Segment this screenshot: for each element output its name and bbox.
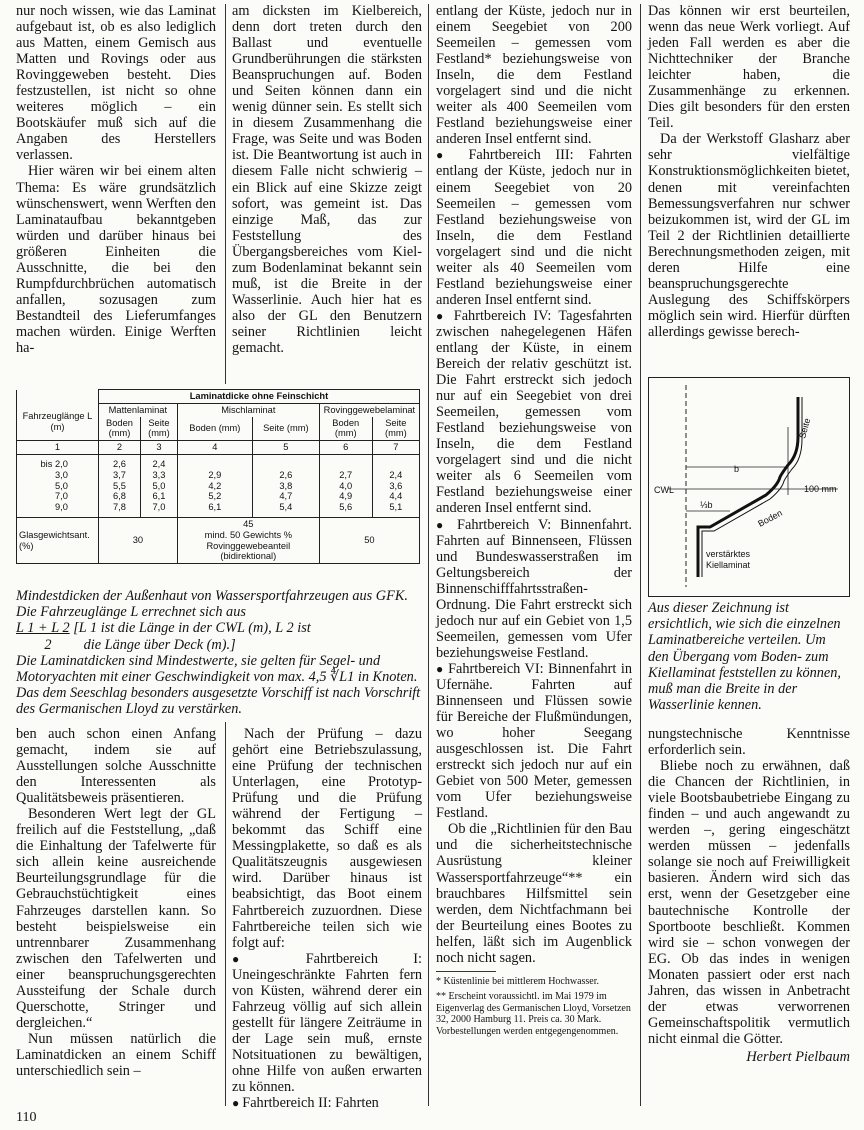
table-cell: 7,0	[152, 502, 166, 513]
table-cell: 6,1	[208, 502, 222, 513]
group-header: Mischlaminat	[177, 403, 319, 416]
paragraph: Bliebe noch zu erwähnen, daß die Chancen der Richtlinien, in viele Bootsbaubetriebe Eingang zu finden – und auch angewandt zu werden –, gering eingeschätzt werden müssen – jedenfalls solange sie noch auf Freiwilligkeit basieren. Ändern wird sich das erst, wenn der Gesetzgeber eine bautechnische Kontrolle der Sportboote beschließt. Kommen wird sie – schon vonwegen der EG. Ob das indes in wenigen Monaten passiert oder erst nach Jahren, das wissen in Anbetracht der etwas verworrenen Gemeinschaftspolitik vermutlich nicht einmal die Götter.	[648, 758, 850, 1047]
paragraph: ben auch schon einen Anfang gemacht, indem sie auf Ausstellungen solche Ausschnitte den Interessenten als Qualitätsbeweis präsentieren.	[16, 726, 216, 807]
table-cell: 5,6	[339, 502, 353, 513]
table-cell: 5,0	[54, 480, 68, 491]
paragraph: Ob die „Richtlinien für den Bau und die sicherheitstechnische Ausrüstung kleiner Wassersportfahrzeuge“** ein brauchbares Hilfsmittel sein werden, dem Nichtfachmann bei der Beurteilung eines Bootes zu helfen, läßt sich im Augenblick noch nicht sagen.	[436, 821, 632, 966]
paragraph: Da der Werkstoff Glasharz aber sehr vielfältige Konstruktionsmöglichkeiten bietet, denen mit vereinfachten Bemessungsverfahren nur schwer beizukommen ist, wird der GL im Teil 2 der Richtlinien detaillierte Berechnungsmethoden zeigen, mit deren Hilfe eine beanspruchungsgerechte Auslegung des Schiffskörpers möglich sein wird. Hierfür dürften allerdings gewisse berech-	[648, 131, 850, 340]
paragraph: nur noch wissen, wie das Laminat aufgebaut ist, ob es also lediglich aus Matten, einem Gemisch aus Matten und Rovings oder aus Rovinggeweben besteht. Dies festzustellen, ist nicht so ohne weiteres möglich – ein Bootskäufer muß sich auf die Angaben des Herstellers verlassen.	[16, 3, 216, 164]
table-cell: 5,5	[113, 480, 126, 491]
column-number: 4	[177, 441, 252, 455]
sub-header: Boden (mm)	[98, 417, 140, 441]
table-title: Laminatdicke ohne Feinschicht	[98, 390, 419, 404]
label-b: b	[734, 464, 740, 474]
paragraph: Besonderen Wert legt der GL freilich auf die Feststellung, „daß die Einhaltung der Tafelwerte für sich allein keine ausreichende Beurteilungsgrundlage für die Gebrauchstüchtigkeit eines Fahrzeuges darstellen kann. So besteht beispielsweise ein untrennbarer Zusammenhang zwischen den Tafelwerten und einer beanspruchungsgerechten Aussteifung der Schale durch Querschotte, Stringer und dergleichen.“	[16, 806, 216, 1031]
value-column	[141, 454, 178, 517]
sub-header: Boden (mm)	[177, 417, 252, 441]
page-number: 110	[16, 1110, 37, 1125]
formula-text: die Länge über Deck (m).]	[83, 636, 236, 653]
glass-content-mat: 30	[98, 517, 177, 563]
table-cell: 4,4	[389, 491, 403, 502]
table-cell: 4,7	[279, 491, 293, 502]
table-caption	[16, 588, 422, 718]
label-kiel-1: verstärktes	[706, 549, 751, 559]
column-number: 6	[319, 441, 372, 455]
table-cell: 4,0	[339, 480, 353, 491]
sub-header: Seite (mm)	[372, 417, 419, 441]
sub-header: Seite (mm)	[141, 417, 178, 441]
sub-header: Seite (mm)	[252, 417, 319, 441]
paragraph: Das können wir erst beurteilen, wenn das neue Werk vorliegt. Auf jeden Fall werden es aber die Nichttechniker der Branche leichter haben, die Zusammenhänge zu erkennen. Dies gilt besonders für den ersten Teil.	[648, 3, 850, 132]
fahrtbereich-item: ● Fahrtbereich I: Uneingeschränkte Fahrten fern von Küsten, während derer ein Fahrzeug völlig auf sich allein gestellt für längere Zeiträume in der Lage sein muß, ernste Notsituationen zu bewältigen, ohne Hilfe von außen erwarten zu können.	[232, 951, 422, 1095]
glass-content-label: Glasgewichtsant. (%)	[17, 517, 99, 563]
fahrtbereich-item: ● Fahrtbereich IV: Tagesfahrten zwischen nahegelegenen Häfen entlang der Küste, in einem Bereich der relativ geschützt ist. Die Fahrt erstreckt sich jedoch nur auf ein Seegebiet von drei Seemeilen, gemessen vom Festland beziehungsweise von Inseln, die dem Festland vorgelagert sind und die nicht weiter als 6 Seemeilen vom Festland beziehungsweise einer anderen Insel entfernt sind.	[436, 308, 632, 517]
length-values	[17, 454, 99, 517]
table-cell: 6,8	[113, 491, 126, 502]
value-column	[252, 454, 319, 517]
text-column-4-bottom	[648, 726, 850, 1065]
author-signature: Herbert Pielbaum	[746, 1048, 850, 1065]
label-boden: Boden	[756, 507, 784, 529]
glass-content-mix-note: mind. 50 Gewichts % Rovinggewebeanteil (bidirektional)	[204, 529, 292, 562]
fahrtbereich-item: ● Fahrtbereich III: Fahrten entlang der Küste, jedoch nur in einem Seegebiet von 20 Seemeilen – gemessen vom Festland beziehungsweise von Inseln, die dem Festland vorgelagert sind und die nicht weiter als 40 Seemeilen vom Festland beziehungsweise einer anderen Insel entfernt sind.	[436, 147, 632, 307]
table-cell: 4,2	[208, 480, 222, 491]
table-cell: 2,9	[208, 469, 222, 480]
formula-text: [L 1 ist die Länge in der CWL (m), L 2 ist	[73, 620, 311, 637]
value-column	[372, 454, 419, 517]
text-column-1-top	[16, 3, 216, 356]
table-cell: 6,1	[152, 491, 166, 502]
table-cell: 7,0	[54, 491, 68, 502]
column-number: 2	[98, 441, 140, 455]
table-caption-formula	[16, 620, 422, 636]
paragraph: entlang der Küste, jedoch nur in einem Seegebiet von 200 Seemeilen – gemessen vom Festland* beziehungsweise von Inseln, die dem Festland vorgelagert sind und die nicht weiter als 400 Seemeilen vom Festland beziehungsweise einer anderen Insel entfernt sind.	[436, 3, 632, 148]
value-column	[177, 454, 252, 517]
fahrtbereich-item: ● Fahrtbereich VI: Binnenfahrt in Ufernähe. Fahrten auf Binnenseen und Flüssen sowie für Bereiche der Flußmündungen, wo hoher Seegang ausgeschlossen ist. Die Fahrt erstreckt sich jedoch nur auf ein Gebiet von 500 Meter, gemessen vom Ufer beziehungsweise Festland.	[436, 661, 632, 821]
footnote: ** Erscheint voraussichtl. im Mai 1979 im Eigenverlag des Germanischen Lloyd, Vorsetzen 32, 2000 Hamburg 11. Preis ca. 30 Mark. Vorbestellungen werden entgegengenommen.	[436, 991, 631, 1037]
column-number: 1	[17, 441, 99, 455]
formula-denominator: 2	[44, 636, 52, 653]
table-cell: 9,0	[54, 502, 68, 513]
label-seite: Seite	[797, 417, 813, 440]
table-corner	[17, 390, 99, 404]
sub-header: Boden (mm)	[319, 417, 372, 441]
label-cwl: CWL	[654, 485, 674, 495]
glass-content-mix-value: 45	[243, 518, 254, 529]
table-cell: 5,4	[279, 502, 293, 513]
hull-diagram	[648, 377, 850, 597]
table-cell: 5,2	[208, 491, 222, 502]
table-cell: 4,9	[339, 491, 353, 502]
table-cell	[375, 459, 417, 470]
table-cell: 3,0	[54, 469, 68, 480]
table-cell	[322, 459, 370, 470]
paragraph: Nun müssen natürlich die Laminatdicken an einem Schiff unterschiedlich sein –	[16, 1030, 216, 1079]
footnote-separator	[436, 971, 496, 972]
group-header: Rovinggewebelaminat	[319, 403, 419, 416]
footnote: * Küstenlinie bei mittlerem Hochwasser.	[436, 975, 600, 987]
laminate-thickness-table	[16, 389, 420, 564]
paragraph: Hier wären wir bei einem alten Thema: Es wäre grundsätzlich wünschenswert, wenn Werften den Laminataufbau bekanntgeben würden und darüber hinaus bei größeren Einheiten die Ausschnitte, die bei den Rumpfdurchbrüchen automatisch anfallen, sozusagen zum Bestandteil des Lieferumfanges machen würden. Einige Werften ha-	[16, 163, 216, 356]
table-cell: 3,3	[152, 469, 166, 480]
table-caption-line: Mindestdicken der Außenhaut von Wassersportfahrzeugen aus GFK. Die Fahrzeuglänge L errechnet sich aus	[16, 588, 408, 621]
text-column-1-bottom	[16, 726, 216, 1079]
label-third-b: ⅓b	[700, 500, 713, 510]
text-column-2-top	[232, 3, 422, 356]
table-cell: 3,6	[389, 480, 403, 491]
glass-content-roving: 50	[319, 517, 419, 563]
hull-cross-section-figure	[648, 377, 850, 597]
column-number: 7	[372, 441, 419, 455]
paragraph: nungstechnische Kenntnisse erforderlich sein.	[648, 726, 850, 759]
column-rule	[428, 4, 429, 1106]
figure-caption-text: Aus dieser Zeichnung ist ersichtlich, wie sich die einzelnen Laminatbereiche verteilen. Um den Übergang vom Boden- zum Kiellaminat feststellen zu können, muß man die Breite in der Wasserlinie kennen.	[648, 600, 841, 714]
column-rule	[225, 4, 226, 384]
table-cell: bis 2,0	[40, 458, 68, 469]
value-column	[319, 454, 372, 517]
fahrtbereich-item: ● Fahrtbereich V: Binnenfahrt. Fahrten auf Binnenseen, Flüssen und Bundeswasserstraßen im Geltungsbereich der Binnenschifffahrtsstraßen-Ordnung. Die Fahrt erstreckt sich jedoch nur auf ein Gebiet von 1,5 Seemeilen, gemessen vom Ufer beziehungsweise Festland.	[436, 517, 632, 661]
table-cell: 3,8	[279, 480, 293, 491]
table-cell: 2,7	[339, 469, 353, 480]
group-header: Mattenlaminat	[98, 403, 177, 416]
formula-numerator: L 1 + L 2	[16, 620, 70, 637]
value-column	[98, 454, 140, 517]
table-cell: 2,6	[279, 469, 293, 480]
length-header: Fahrzeuglänge L (m)	[17, 403, 99, 440]
column-number: 5	[252, 441, 319, 455]
table-cell	[255, 459, 317, 470]
column-rule	[640, 4, 641, 1106]
text-column-2-bottom	[232, 726, 422, 1111]
fahrtbereich-item: ● Fahrtbereich II: Fahrten	[232, 1095, 422, 1111]
table-cell: 2,4	[152, 458, 166, 469]
table-cell: 2,6	[113, 458, 126, 469]
table-cell: 3,7	[113, 469, 126, 480]
glass-content-mix	[177, 517, 319, 563]
table-cell: 5,0	[152, 480, 166, 491]
label-kiel-2: Kiellaminat	[706, 560, 751, 570]
table-cell: 7,8	[113, 502, 126, 513]
paragraph: Nach der Prüfung – dazu gehört eine Betriebszulassung, eine Prüfung der technischen Unterlagen, eine Prototyp-Prüfung und die Prüfung während der Fertigung – bekommt das Schiff eine Messingplakette, so daß es als Qualitätszeugnis ausgewiesen wird. Darüber hinaus ist beabsichtigt, das Boot einem Fahrtbereich zuzuordnen. Diese Fahrtbereiche teilen sich wie folgt auf:	[232, 726, 422, 951]
text-column-3	[436, 3, 632, 1037]
figure-caption	[648, 600, 848, 713]
table-cell: 2,4	[389, 469, 403, 480]
text-column-4-top	[648, 3, 850, 340]
table-cell	[180, 459, 250, 470]
column-rule	[225, 722, 226, 1106]
paragraph: am dicksten im Kielbereich, denn dort treten durch den Ballast und eventuelle Grundberührungen die stärksten Beanspruchungen auf. Boden und Seiten können dann ein wenig dünner sein. Es stellt sich in diesem Zusammenhang die Frage, was Seite und was Boden ist. Die Beantwortung ist auch in diesem Falle nicht schwierig – ein Blick auf eine Skizze zeigt sofort, was gemeint ist. Das einzige Maß, das zur Feststellung des Übergangsbereiches vom Kiel- zum Bodenlaminat bekannt sein muß, ist die Breite in der Wasserlinie. Auch hier hat es also der GL den Benutzern seiner Richtlinien leicht gemacht.	[232, 3, 422, 356]
table-caption-line: Die Laminatdicken sind Mindestwerte, sie gelten für Segel- und Motoryachten mit einer Geschwindigkeit von max. 4,5 ∜L1 in Knoten. Das dem Seeschlag besonders ausgesetzte Vorschiff ist nach Vorschrift des Germanischen Lloyd zu verstärken.	[16, 652, 421, 718]
table-cell: 5,1	[389, 502, 403, 513]
table-caption-formula-2	[16, 637, 422, 653]
label-100mm: 100 mm	[804, 484, 837, 494]
column-number: 3	[141, 441, 178, 455]
